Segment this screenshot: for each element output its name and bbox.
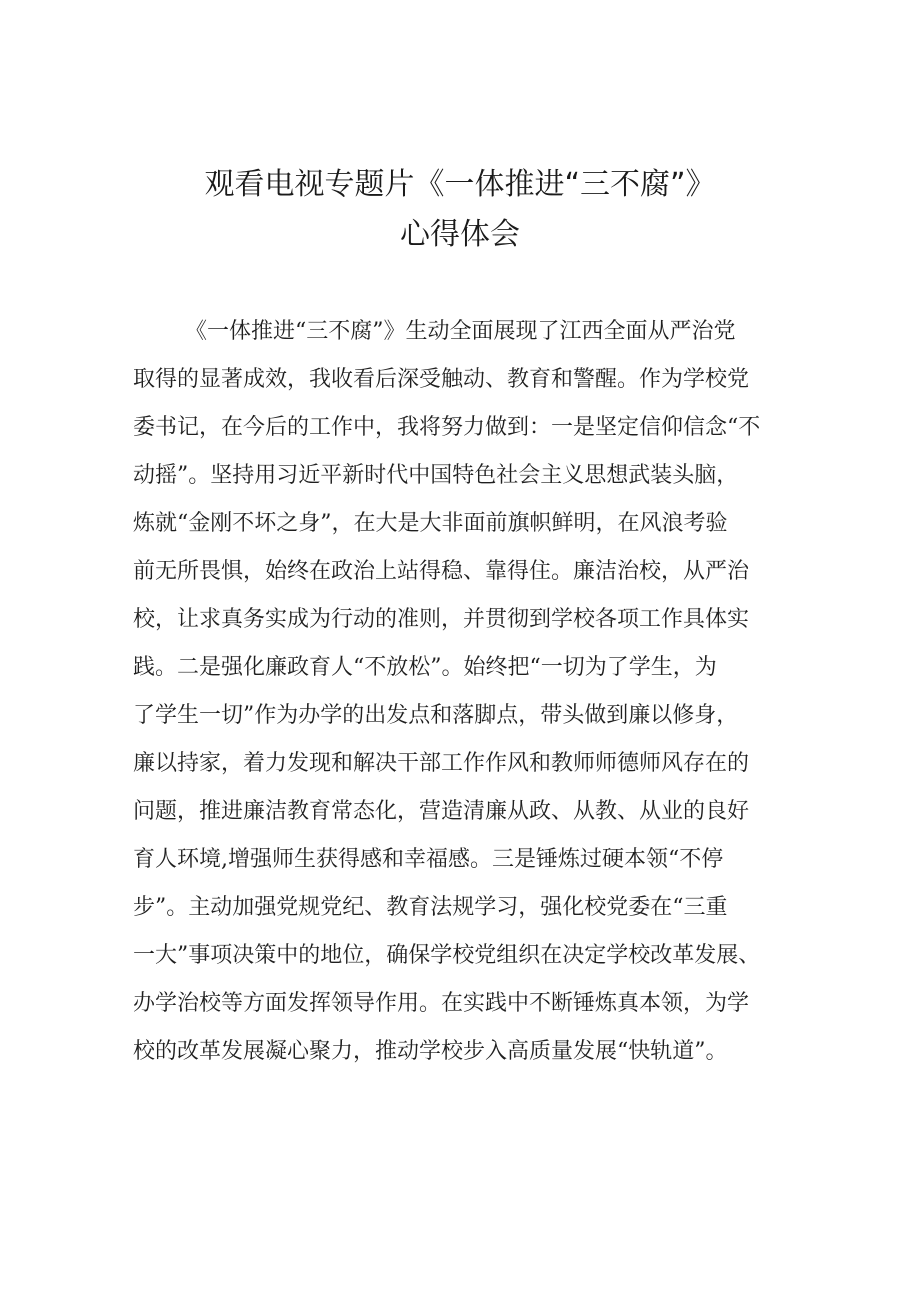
body-line: 《一体推进“三不腐”》生动全面展现了江西全面从严治党 [185,319,736,344]
body-paragraph [133,308,813,1076]
body-line: 动摇”。坚持用习近平新时代中国特色社会主义思想武装头脑， [133,463,739,488]
body-line: 委书记，在今后的工作中，我将努力做到：一是坚定信仰信念“不 [133,415,761,440]
body-line: 办学治校等方面发挥领导作用。在实践中不断锤炼真本领，为学 [133,991,750,1016]
title-line-1: 观看电视专题片《一体推进“三不腐”》 [204,167,716,202]
title-line-2: 心得体会 [400,217,520,252]
body-line: 践。二是强化廉政育人“不放松”。始终把“一切为了学生，为 [133,655,717,680]
body-line: 育人环境,增强师生获得感和幸福感。三是锤炼过硬本领“不停 [133,847,724,872]
body-line: 前无所畏惧，始终在政治上站得稳、靠得住。廉洁治校，从严治 [133,559,750,584]
body-line: 步”。主动加强党规党纪、教育法规学习，强化校党委在“三重 [133,895,728,920]
body-line: 问题，推进廉洁教育常态化，营造清廉从政、从教、从业的良好 [133,799,750,824]
body-line: 校的改革发展凝心聚力，推动学校步入高质量发展“快轨道”。 [133,1039,728,1064]
body-line: 取得的显著成效，我收看后深受触动、教育和警醒。作为学校党 [133,367,750,392]
body-line: 了学生一切”作为办学的出发点和落脚点，带头做到廉以修身， [133,703,739,728]
body-line: 廉以持家，着力发现和解决干部工作作风和教师师德师风存在的 [133,751,750,776]
body-line: 一大”事项决策中的地位，确保学校党组织在决定学校改革发展、 [133,943,761,968]
document-title [0,160,920,260]
body-line: 炼就“金刚不坏之身”，在大是大非面前旗帜鲜明，在风浪考验 [133,511,728,536]
body-line: 校，让求真务实成为行动的准则，并贯彻到学校各项工作具体实 [133,607,750,632]
